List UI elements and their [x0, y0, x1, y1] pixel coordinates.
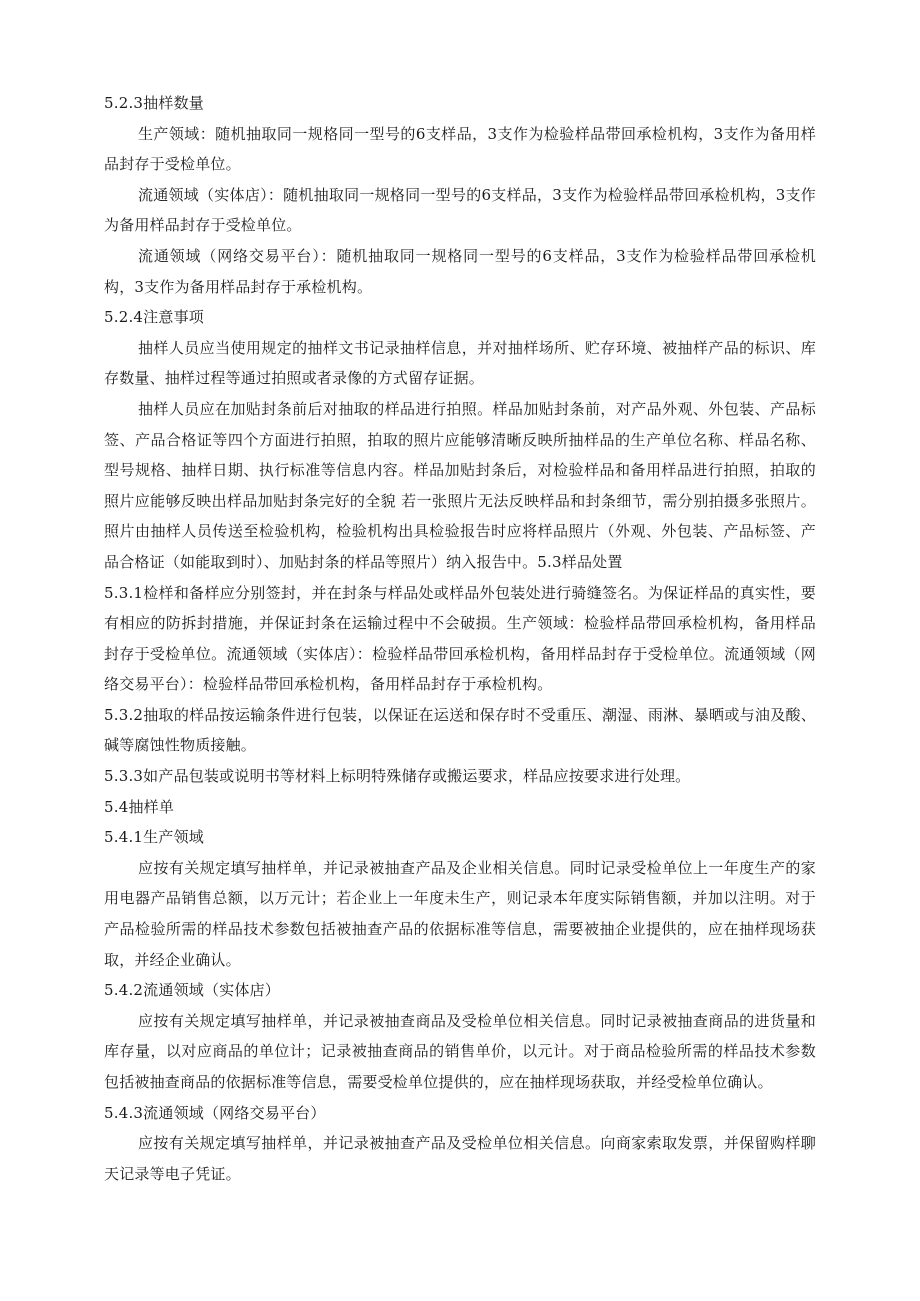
- section-heading-5-2-4: 5.2.4注意事项: [104, 308, 204, 327]
- section-heading-5-4: 5.4抽样单: [104, 797, 175, 816]
- section-heading-5-4-3: 5.4.3流通领域（网络交易平台）: [104, 1103, 326, 1122]
- document-body: [104, 88, 816, 1189]
- section-heading-5-4-2: 5.4.2流通领域（实体店）: [104, 981, 280, 1000]
- paragraph-production-form: 应按有关规定填写抽样单，并记录被抽查产品及企业相关信息。同时记录受检单位上一年度生产的家用电器产品销售总额，以万元计；若企业上一年度未生产，则记录本年度实际销售额，并加以注明。对于产品检验所需的样品技术参数包括被抽查产品的依据标准等信息，需要被抽企业提供的，应在抽样现场获取，并经企业确认。: [104, 858, 816, 969]
- section-5-3-2-packaging: 5.3.2抽取的样品按运输条件进行包装，以保证在运送和保存时不受重压、潮湿、雨淋、暴晒或与油及酸、碱等腐蚀性物质接触。: [104, 705, 816, 755]
- paragraph-online-quantity: 流通领域（网络交易平台）：随机抽取同一规格同一型号的6支样品，3支作为检验样品带回承检机构，3支作为备用样品封存于承检机构。: [104, 246, 816, 296]
- paragraph-online-form: 应按有关规定填写抽样单，并记录被抽查产品及受检单位相关信息。向商家索取发票，并保留购样聊天记录等电子凭证。: [104, 1134, 816, 1183]
- paragraph-retail-form: 应按有关规定填写抽样单，并记录被抽查商品及受检单位相关信息。同时记录被抽查商品的进货量和库存量，以对应商品的单位计；记录被抽查商品的销售单价，以元计。对于商品检验所需的样品技术参数包括被抽查商品的依据标准等信息，需要受检单位提供的，应在抽样现场获取，并经受检单位确认。: [104, 1011, 816, 1091]
- section-5-3-3-handling: 5.3.3如产品包装或说明书等材料上标明特殊储存或搬运要求，样品应按要求进行处理。: [104, 767, 691, 786]
- paragraph-retail-quantity: 流通领域（实体店）：随机抽取同一规格同一型号的6支样品，3支作为检验样品带回承检机构，3支作为备用样品封存于受检单位。: [104, 185, 816, 235]
- paragraph-photographing: 抽样人员应在加贴封条前后对抽取的样品进行拍照。样品加贴封条前，对产品外观、外包装、产品标签、产品合格证等四个方面进行拍照，拍取的照片应能够清晰反映所抽样品的生产单位名称、样品名称、型号规格、抽样日期、执行标准等信息内容。样品加贴封条后，对检验样品和备用样品进行拍照，拍取的照片应能够反映出样品加贴封条完好的全貌 若一张照片无法反映样品和封条细节，需分别拍摄多张照片。照片由抽样人员传送至检验机构，检验机构出具检验报告时应将样品照片（外观、外包装、产品标签、产品合格证（如能取到时）、加贴封条的样品等照片）纳入报告中。5.3样品处置: [104, 399, 816, 571]
- section-5-3-1-sealing: 5.3.1检样和备样应分别签封，并在封条与样品处或样品外包装处进行骑缝签名。为保证样品的真实性，要有相应的防拆封措施，并保证封条在运输过程中不会破损。生产领域：检验样品带回承检机构，备用样品封存于受检单位。流通领域（实体店）：检验样品带回承检机构，备用样品封存于受检单位。流通领域（网络交易平台）：检验样品带回承检机构，备用样品封存于承检机构。: [104, 583, 816, 694]
- section-heading-5-2-3: 5.2.3抽样数量: [104, 94, 204, 112]
- paragraph-sampling-records: 抽样人员应当使用规定的抽样文书记录抽样信息，并对抽样场所、贮存环境、被抽样产品的标识、库存数量、抽样过程等通过拍照或者录像的方式留存证据。: [104, 338, 816, 388]
- section-heading-5-4-1: 5.4.1生产领域: [104, 828, 204, 847]
- paragraph-production-quantity: 生产领域：随机抽取同一规格同一型号的6支样品，3支作为检验样品带回承检机构，3支作为备用样品封存于受检单位。: [104, 124, 816, 174]
